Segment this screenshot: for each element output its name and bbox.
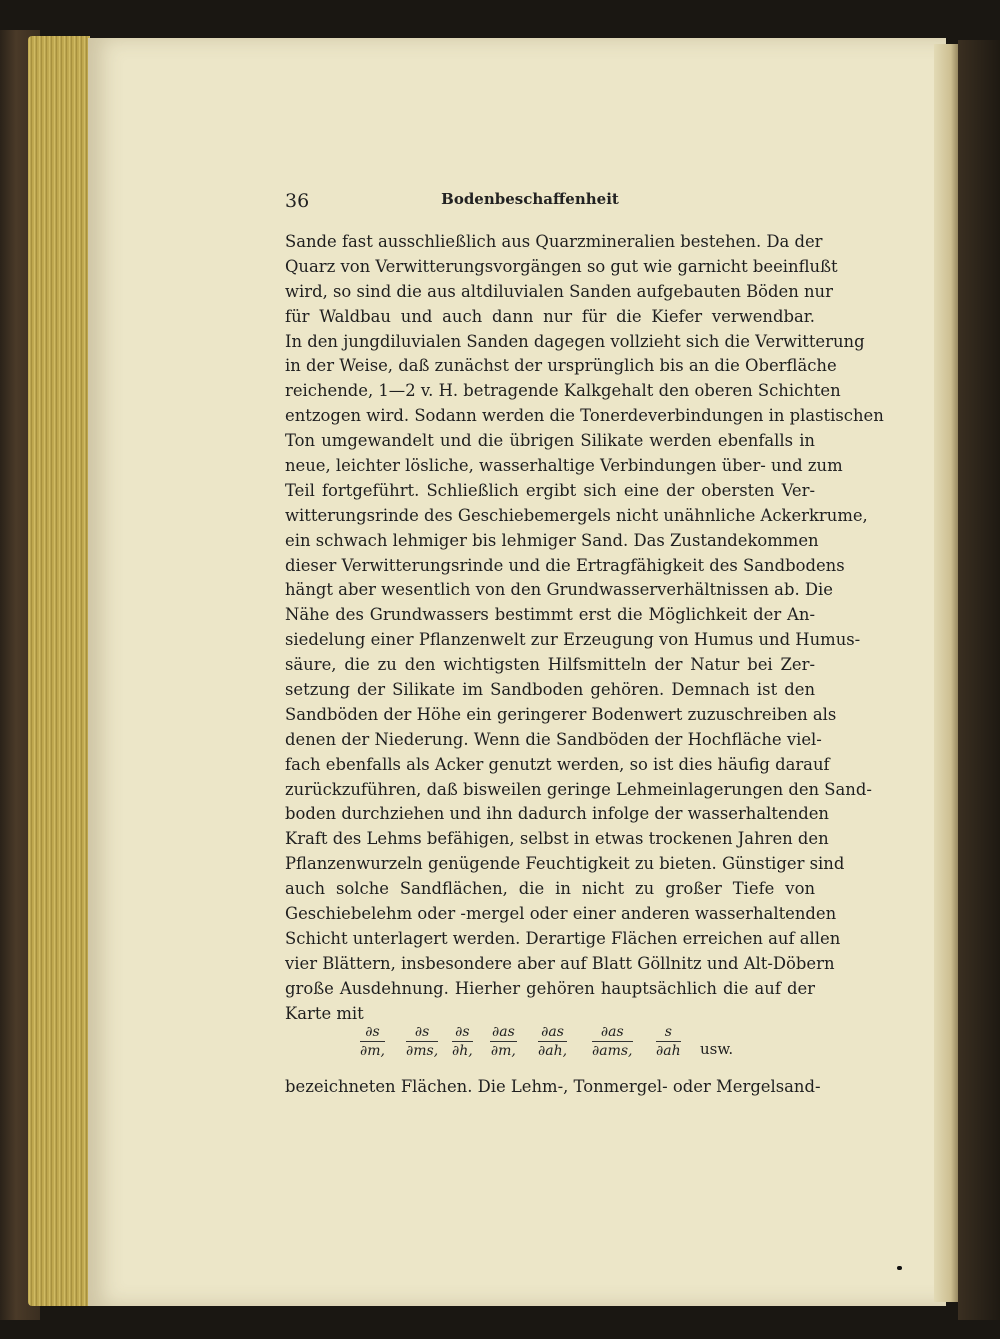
text-line: In den jungdiluvialen Sanden dagegen vollzieht sich die Verwitterung [285, 331, 865, 351]
text-line: siedelung einer Pflanzenwelt zur Erzeugung von Humus und Humus- [285, 630, 861, 650]
text-line: Geschiebelehm oder -mergel oder einer anderen wasserhaltenden [285, 904, 837, 924]
text-line: Pflanzenwurzeln genügende Feuchtigkeit zu bieten. Günstiger sind [285, 854, 845, 874]
text-line: Kraft des Lehms befähigen, selbst in etwas trockenen Jahren den [285, 829, 829, 849]
right-book-edge [958, 40, 1000, 1320]
page-edges [28, 36, 90, 1306]
text-line: in der Weise, daß zunächst der ursprünglich bis an die Oberfläche [285, 356, 837, 376]
text-line: Ton umgewandelt und die übrigen Silikate werden ebenfalls in [285, 431, 815, 451]
text-line: zurückzuführen, daß bisweilen geringe Lehmeinlagerungen den Sand- [285, 779, 872, 799]
text-line: Schicht unterlagert werden. Derartige Flächen erreichen auf allen [285, 928, 841, 948]
fraction-denominator: ∂m, [360, 1043, 385, 1059]
text-line: Sande fast ausschließlich aus Quarzmineralien bestehen. Da der [285, 232, 823, 251]
text-line: Sandböden der Höhe ein geringerer Bodenwert zuzuschreiben als [285, 704, 837, 724]
formula-fraction [452, 1024, 473, 1061]
fraction-numerator: ∂as [538, 1024, 567, 1042]
text-line: große Ausdehnung. Hierher gehören hauptsächlich die auf der [285, 978, 815, 998]
formula-fraction [656, 1024, 681, 1061]
text-line: Nähe des Grundwassers bestimmt erst die Möglichkeit der An- [285, 605, 815, 625]
text-line: Teil fortgeführt. Schließlich ergibt sich eine der obersten Ver- [285, 480, 815, 500]
text-line: denen der Niederung. Wenn die Sandböden der Hochfläche viel- [285, 729, 822, 749]
text-line: reichende, 1—2 v. H. betragende Kalkgehalt den oberen Schichten [285, 381, 841, 401]
text-line: ein schwach lehmiger bis lehmiger Sand. Das Zustandekommen [285, 530, 819, 550]
fraction-numerator: ∂as [592, 1024, 633, 1042]
text-line: setzung der Silikate im Sandboden gehören. Demnach ist den [285, 680, 815, 700]
fraction-denominator: ∂h, [452, 1043, 473, 1059]
formula-fraction [538, 1024, 567, 1061]
body-text [285, 230, 884, 1027]
text-line: säure, die zu den wichtigsten Hilfsmitteln der Natur bei Zer- [285, 655, 815, 675]
text-line: dieser Verwitterungsrinde und die Ertragfähigkeit des Sandbodens [285, 555, 845, 575]
formula-fraction [406, 1024, 438, 1061]
text-line: witterungsrinde des Geschiebemergels nicht unähnliche Ackerkrume, [285, 505, 868, 525]
text-line: fach ebenfalls als Acker genutzt werden, so ist dies häufig darauf [285, 754, 830, 774]
formula-fraction [490, 1024, 517, 1061]
running-head: Bodenbeschaffenheit [441, 190, 619, 208]
text-line: hängt aber wesentlich von den Grundwasserverhältnissen ab. Die [285, 580, 833, 600]
fraction-denominator: ∂m, [490, 1043, 516, 1059]
fraction-denominator: ∂ah, [538, 1043, 568, 1059]
ink-speck [897, 1266, 902, 1270]
formula-fraction [592, 1024, 633, 1061]
text-line: Quarz von Verwitterungsvorgängen so gut wie garnicht beeinflußt [285, 256, 838, 276]
fraction-numerator: ∂s [360, 1024, 385, 1042]
text-line: für Waldbau und auch dann nur für die Kiefer verwendbar. [285, 306, 815, 326]
text-line: auch solche Sandflächen, die in nicht zu großer Tiefe von [285, 879, 815, 899]
formula-suffix: usw. [700, 1040, 734, 1058]
fraction-denominator: ∂ams, [592, 1043, 633, 1059]
final-text-line: bezeichneten Flächen. Die Lehm-, Tonmergel- oder Mergelsand- [285, 1077, 821, 1096]
text-line: vier Blättern, insbesondere aber auf Blatt Göllnitz und Alt-Döbern [285, 953, 835, 973]
text-line: wird, so sind die aus altdiluvialen Sanden aufgebauten Böden nur [285, 281, 833, 301]
fraction-numerator: ∂s [406, 1024, 438, 1042]
formula-fraction [360, 1024, 385, 1061]
fraction-numerator: s [656, 1024, 681, 1042]
fraction-numerator: ∂s [452, 1024, 473, 1042]
text-line: entzogen wird. Sodann werden die Tonerdeverbindungen in plastischen [285, 406, 884, 426]
text-line: neue, leichter lösliche, wasserhaltige Verbindungen über- und zum [285, 456, 843, 476]
fraction-denominator: ∂ah [656, 1043, 681, 1059]
fraction-denominator: ∂ms, [406, 1043, 439, 1059]
page-number: 36 [285, 190, 310, 212]
text-line: Karte mit [285, 1003, 364, 1023]
fraction-numerator: ∂as [492, 1024, 515, 1040]
text-line: boden durchziehen und ihn dadurch infolge der wasserhaltenden [285, 804, 829, 824]
